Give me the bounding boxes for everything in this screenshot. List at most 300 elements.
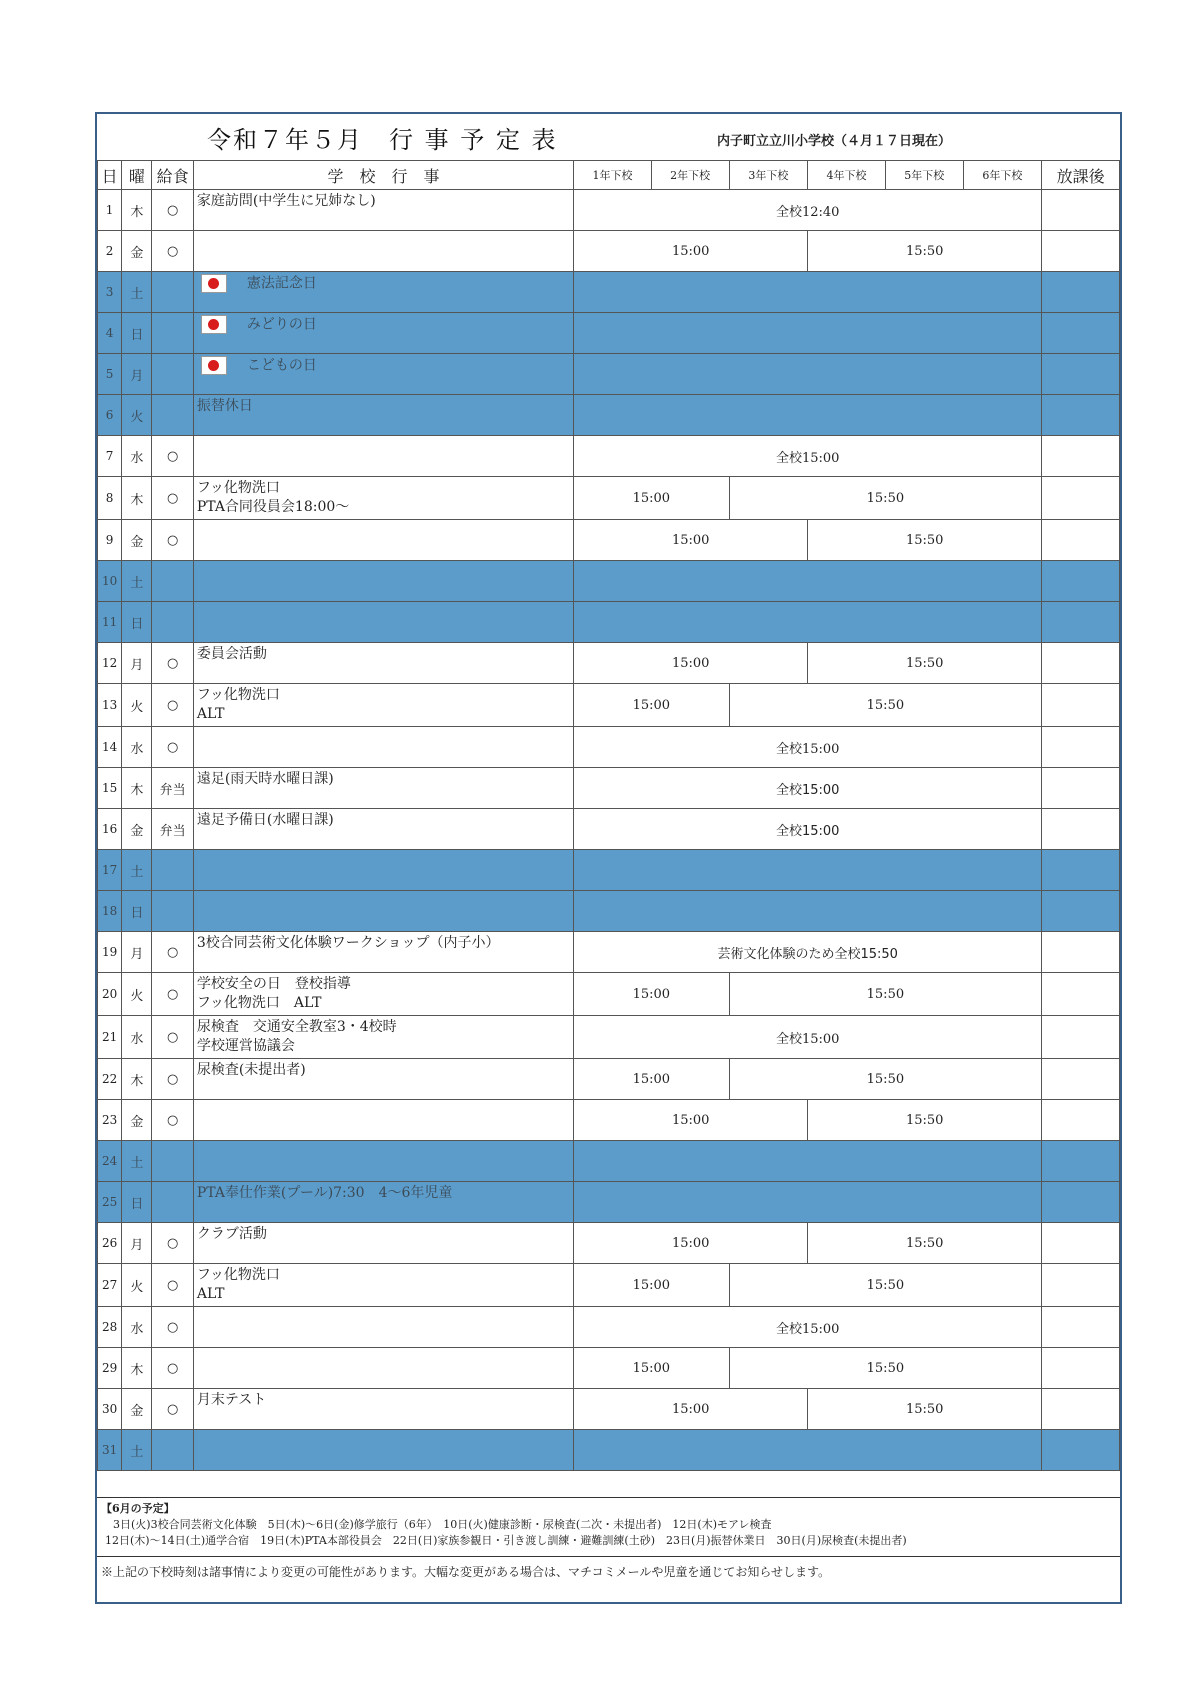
- events-cell: [193, 684, 573, 727]
- day-cell: 18: [98, 891, 122, 932]
- event-text: 委員会活動: [196, 646, 267, 662]
- lunch-cell: ○: [152, 727, 193, 768]
- dismissal-upper-cell: 15:50: [729, 1348, 1042, 1389]
- dismissal-upper-cell: 15:50: [729, 973, 1042, 1016]
- lunch-cell: [152, 313, 193, 354]
- event-text: 家庭訪問(中学生に兄姉なし): [196, 193, 376, 209]
- weekday-cell: 木: [122, 768, 152, 809]
- dismissal-lower-cell: 15:00: [574, 1059, 729, 1100]
- header-lunch: 給食: [152, 161, 193, 190]
- event-line: [197, 994, 570, 1013]
- dismissal-all-cell: 全校15:00: [574, 727, 1042, 768]
- june-plans: [97, 1497, 1120, 1557]
- day-cell: 26: [98, 1223, 122, 1264]
- event-line: [197, 1037, 570, 1056]
- dismissal-lower-cell: 15:00: [574, 1264, 729, 1307]
- event-text: フッ化物洗口: [196, 1267, 280, 1283]
- after-school-cell: [1042, 395, 1120, 436]
- weekday-cell: 日: [122, 1182, 152, 1223]
- event-text: 遠足予備日(水曜日課): [196, 812, 334, 828]
- events-cell: [193, 272, 573, 313]
- grades-cell: [574, 561, 1042, 602]
- weekday-cell: 木: [122, 1059, 152, 1100]
- events-cell: [193, 231, 573, 272]
- day-cell: 30: [98, 1389, 122, 1430]
- event-text: 憲法記念日: [246, 275, 317, 292]
- dismissal-lower-cell: 15:00: [574, 1348, 729, 1389]
- lunch-cell: [152, 891, 193, 932]
- table-row: [98, 602, 1120, 643]
- day-cell: 11: [98, 602, 122, 643]
- weekday-cell: 火: [122, 1264, 152, 1307]
- day-cell: 12: [98, 643, 122, 684]
- events-cell: [193, 768, 573, 809]
- after-school-cell: [1042, 768, 1120, 809]
- events-cell: [193, 850, 573, 891]
- table-row: [98, 272, 1120, 313]
- lunch-cell: ○: [152, 973, 193, 1016]
- events-cell: [193, 727, 573, 768]
- table-row: [98, 395, 1120, 436]
- weekday-cell: 日: [122, 602, 152, 643]
- event-line: [197, 315, 570, 335]
- day-cell: 25: [98, 1182, 122, 1223]
- lunch-cell: ○: [152, 1264, 193, 1307]
- lunch-cell: ○: [152, 684, 193, 727]
- after-school-cell: [1042, 1016, 1120, 1059]
- dismissal-lower-cell: 15:00: [574, 1223, 808, 1264]
- table-row: [98, 1182, 1120, 1223]
- weekday-cell: 水: [122, 1016, 152, 1059]
- dismissal-upper-cell: 15:50: [729, 1264, 1042, 1307]
- table-row: [98, 561, 1120, 602]
- event-line: [197, 686, 570, 705]
- events-cell: [193, 809, 573, 850]
- after-school-cell: [1042, 354, 1120, 395]
- after-school-cell: [1042, 809, 1120, 850]
- events-cell: [193, 1016, 573, 1059]
- grades-cell: [574, 395, 1042, 436]
- events-cell: [193, 313, 573, 354]
- event-text: みどりの日: [246, 316, 317, 333]
- table-row: [98, 768, 1120, 809]
- title-row: [97, 114, 1120, 161]
- after-school-cell: [1042, 1059, 1120, 1100]
- table-row: [98, 727, 1120, 768]
- grades-cell: [574, 354, 1042, 395]
- lunch-cell: [152, 1141, 193, 1182]
- event-text: ALT: [196, 1286, 225, 1302]
- day-cell: 15: [98, 768, 122, 809]
- event-text: フッ化物洗口: [196, 480, 280, 496]
- day-cell: 4: [98, 313, 122, 354]
- grades-cell: [574, 602, 1042, 643]
- table-row: [98, 477, 1120, 520]
- events-cell: [193, 190, 573, 231]
- events-cell: [193, 891, 573, 932]
- day-cell: 1: [98, 190, 122, 231]
- after-school-cell: [1042, 272, 1120, 313]
- grades-cell: [574, 1430, 1042, 1471]
- lunch-cell: 弁当: [152, 768, 193, 809]
- after-school-cell: [1042, 850, 1120, 891]
- day-cell: 5: [98, 354, 122, 395]
- weekday-cell: 金: [122, 231, 152, 272]
- events-cell: [193, 643, 573, 684]
- event-line: [197, 1266, 570, 1285]
- dismissal-lower-cell: 15:00: [574, 973, 729, 1016]
- table-row: [98, 313, 1120, 354]
- dismissal-upper-cell: 15:50: [808, 1389, 1042, 1430]
- events-cell: [193, 1307, 573, 1348]
- grades-cell: [574, 850, 1042, 891]
- event-text: フッ化物洗口 ALT: [196, 995, 322, 1011]
- table-row: [98, 1430, 1120, 1471]
- lunch-cell: ○: [152, 1223, 193, 1264]
- events-cell: [193, 436, 573, 477]
- day-cell: 20: [98, 973, 122, 1016]
- event-line: [197, 705, 570, 724]
- table-row: [98, 850, 1120, 891]
- event-line: [197, 1018, 570, 1037]
- day-cell: 24: [98, 1141, 122, 1182]
- june-plans-line-2: 12日(木)～14日(土)通学合宿 19日(木)PTA本部役員会 22日(日)家族参観日・引き渡し訓練・避難訓練(土砂) 23日(月)振替休業日 30日(月)尿検査(未提出者): [105, 1534, 907, 1547]
- weekday-cell: 火: [122, 395, 152, 436]
- weekday-cell: 土: [122, 850, 152, 891]
- events-cell: [193, 973, 573, 1016]
- table-row: [98, 354, 1120, 395]
- event-line: [197, 645, 570, 664]
- lunch-cell: ○: [152, 1307, 193, 1348]
- table-row: [98, 1348, 1120, 1389]
- weekday-cell: 金: [122, 809, 152, 850]
- dismissal-upper-cell: 15:50: [729, 477, 1042, 520]
- dismissal-upper-cell: 15:50: [808, 1223, 1042, 1264]
- lunch-cell: [152, 561, 193, 602]
- header-grade-4: 4年下校: [808, 161, 886, 190]
- events-cell: [193, 1264, 573, 1307]
- events-cell: [193, 561, 573, 602]
- after-school-cell: [1042, 973, 1120, 1016]
- japan-flag-icon: [201, 356, 227, 375]
- day-cell: 2: [98, 231, 122, 272]
- after-school-cell: [1042, 1264, 1120, 1307]
- weekday-cell: 土: [122, 1430, 152, 1471]
- event-text: 月末テスト: [196, 1392, 267, 1408]
- weekday-cell: 木: [122, 190, 152, 231]
- header-after-school: 放課後: [1042, 161, 1120, 190]
- lunch-cell: [152, 354, 193, 395]
- lunch-cell: ○: [152, 932, 193, 973]
- event-text: こどもの日: [246, 357, 317, 374]
- events-cell: [193, 1223, 573, 1264]
- lunch-cell: [152, 395, 193, 436]
- header-grade-1: 1年下校: [574, 161, 652, 190]
- lunch-cell: ○: [152, 1389, 193, 1430]
- day-cell: 8: [98, 477, 122, 520]
- after-school-cell: [1042, 520, 1120, 561]
- after-school-cell: [1042, 1141, 1120, 1182]
- dismissal-lower-cell: 15:00: [574, 684, 729, 727]
- weekday-cell: 水: [122, 727, 152, 768]
- after-school-cell: [1042, 561, 1120, 602]
- after-school-cell: [1042, 932, 1120, 973]
- event-line: [197, 498, 570, 517]
- weekday-cell: 土: [122, 1141, 152, 1182]
- dismissal-lower-cell: 15:00: [574, 231, 808, 272]
- weekday-cell: 日: [122, 891, 152, 932]
- events-cell: [193, 1430, 573, 1471]
- after-school-cell: [1042, 727, 1120, 768]
- day-cell: 17: [98, 850, 122, 891]
- table-row: [98, 1264, 1120, 1307]
- event-text: 遠足(雨天時水曜日課): [196, 771, 334, 787]
- schedule-table: [97, 160, 1120, 1471]
- day-cell: 22: [98, 1059, 122, 1100]
- lunch-cell: ○: [152, 643, 193, 684]
- footnote: ※上記の下校時刻は諸事情により変更の可能性があります。大幅な変更がある場合は、マチコミメールや児童を通じてお知らせします。: [101, 1565, 831, 1579]
- table-row: [98, 1141, 1120, 1182]
- june-plans-line-1: 3日(火)3校合同芸術文化体験 5日(木)～6日(金)修学旅行（6年） 10日(火)健康診断・尿検査(二次・未提出者) 12日(木)モアレ検査: [113, 1518, 772, 1531]
- lunch-cell: [152, 602, 193, 643]
- japan-flag-icon: [201, 274, 227, 293]
- after-school-cell: [1042, 190, 1120, 231]
- dismissal-all-cell: 全校12:40: [574, 190, 1042, 231]
- weekday-cell: 土: [122, 272, 152, 313]
- events-cell: [193, 1100, 573, 1141]
- table-row: [98, 1307, 1120, 1348]
- after-school-cell: [1042, 1348, 1120, 1389]
- event-line: [197, 274, 570, 294]
- day-cell: 19: [98, 932, 122, 973]
- header-grade-5: 5年下校: [885, 161, 963, 190]
- event-line: [197, 934, 570, 953]
- after-school-cell: [1042, 602, 1120, 643]
- day-cell: 31: [98, 1430, 122, 1471]
- lunch-cell: ○: [152, 1059, 193, 1100]
- header-weekday: 曜: [122, 161, 152, 190]
- event-line: [197, 1391, 570, 1410]
- header-events: 学 校 行 事: [193, 161, 573, 190]
- after-school-cell: [1042, 313, 1120, 354]
- dismissal-upper-cell: 15:50: [808, 520, 1042, 561]
- events-cell: [193, 477, 573, 520]
- weekday-cell: 月: [122, 354, 152, 395]
- events-cell: [193, 602, 573, 643]
- after-school-cell: [1042, 1430, 1120, 1471]
- event-line: [197, 1061, 570, 1080]
- event-line: [197, 479, 570, 498]
- table-row: [98, 932, 1120, 973]
- lunch-cell: ○: [152, 477, 193, 520]
- after-school-cell: [1042, 684, 1120, 727]
- dismissal-lower-cell: 15:00: [574, 477, 729, 520]
- weekday-cell: 水: [122, 436, 152, 477]
- event-text: 学校安全の日 登校指導: [196, 976, 351, 992]
- grades-cell: [574, 1141, 1042, 1182]
- dismissal-lower-cell: 15:00: [574, 520, 808, 561]
- header-grade-2: 2年下校: [651, 161, 729, 190]
- grades-cell: [574, 891, 1042, 932]
- weekday-cell: 土: [122, 561, 152, 602]
- lunch-cell: ○: [152, 436, 193, 477]
- event-line: [197, 770, 570, 789]
- table-row: [98, 1016, 1120, 1059]
- event-text: 3校合同芸術文化体験ワークショップ（内子小）: [196, 935, 500, 951]
- header-grade-3: 3年下校: [729, 161, 808, 190]
- lunch-cell: ○: [152, 231, 193, 272]
- event-line: [197, 397, 570, 416]
- events-cell: [193, 1059, 573, 1100]
- event-text: PTA合同役員会18:00～: [196, 499, 350, 515]
- grades-cell: [574, 1182, 1042, 1223]
- table-row: [98, 520, 1120, 561]
- weekday-cell: 木: [122, 477, 152, 520]
- day-cell: 28: [98, 1307, 122, 1348]
- june-plans-title: 【6月の予定】: [101, 1502, 175, 1515]
- after-school-cell: [1042, 477, 1120, 520]
- weekday-cell: 金: [122, 1389, 152, 1430]
- table-row: [98, 1059, 1120, 1100]
- table-row: [98, 891, 1120, 932]
- events-cell: [193, 354, 573, 395]
- lunch-cell: 弁当: [152, 809, 193, 850]
- table-row: [98, 973, 1120, 1016]
- lunch-cell: [152, 850, 193, 891]
- lunch-cell: ○: [152, 1016, 193, 1059]
- weekday-cell: 月: [122, 932, 152, 973]
- event-text: 振替休日: [196, 398, 253, 414]
- after-school-cell: [1042, 1100, 1120, 1141]
- lunch-cell: [152, 272, 193, 313]
- header-row: [98, 161, 1120, 190]
- dismissal-all-cell: 全校15:00: [574, 1307, 1042, 1348]
- event-line: [197, 356, 570, 376]
- event-text: 尿検査 交通安全教室3・4校時: [196, 1019, 397, 1035]
- events-cell: [193, 395, 573, 436]
- weekday-cell: 水: [122, 1307, 152, 1348]
- dismissal-lower-cell: 15:00: [574, 643, 808, 684]
- table-row: [98, 436, 1120, 477]
- lunch-cell: ○: [152, 520, 193, 561]
- weekday-cell: 月: [122, 1223, 152, 1264]
- table-row: [98, 1100, 1120, 1141]
- event-line: [197, 1285, 570, 1304]
- event-text: 学校運営協議会: [196, 1038, 295, 1054]
- dismissal-upper-cell: 15:50: [808, 643, 1042, 684]
- event-text: PTA奉仕作業(プール)7:30 4～6年児童: [196, 1185, 453, 1201]
- weekday-cell: 金: [122, 520, 152, 561]
- dismissal-lower-cell: 15:00: [574, 1389, 808, 1430]
- table-row: [98, 684, 1120, 727]
- table-row: [98, 1223, 1120, 1264]
- lunch-cell: ○: [152, 1100, 193, 1141]
- table-row: [98, 1389, 1120, 1430]
- day-cell: 10: [98, 561, 122, 602]
- school-name: 内子町立立川小学校（４月１７日現在）: [717, 134, 952, 149]
- japan-flag-icon: [201, 315, 227, 334]
- day-cell: 29: [98, 1348, 122, 1389]
- dismissal-upper-cell: 15:50: [808, 231, 1042, 272]
- grades-cell: [574, 313, 1042, 354]
- dismissal-all-cell: 全校15:00: [574, 436, 1042, 477]
- day-cell: 21: [98, 1016, 122, 1059]
- event-text: 尿検査(未提出者): [196, 1062, 306, 1078]
- event-line: [197, 1225, 570, 1244]
- day-cell: 6: [98, 395, 122, 436]
- events-cell: [193, 520, 573, 561]
- weekday-cell: 火: [122, 684, 152, 727]
- header-day: 日: [98, 161, 122, 190]
- header-grade-6: 6年下校: [963, 161, 1042, 190]
- weekday-cell: 月: [122, 643, 152, 684]
- after-school-cell: [1042, 436, 1120, 477]
- events-cell: [193, 1141, 573, 1182]
- dismissal-all-cell: 芸術文化体験のため全校15:50: [574, 932, 1042, 973]
- day-cell: 7: [98, 436, 122, 477]
- dismissal-upper-cell: 15:50: [729, 1059, 1042, 1100]
- after-school-cell: [1042, 1307, 1120, 1348]
- after-school-cell: [1042, 1223, 1120, 1264]
- event-line: [197, 192, 570, 211]
- schedule-sheet: [95, 112, 1122, 1604]
- weekday-cell: 火: [122, 973, 152, 1016]
- event-line: [197, 975, 570, 994]
- table-row: [98, 809, 1120, 850]
- day-cell: 16: [98, 809, 122, 850]
- weekday-cell: 日: [122, 313, 152, 354]
- day-cell: 14: [98, 727, 122, 768]
- event-line: [197, 811, 570, 830]
- events-cell: [193, 1389, 573, 1430]
- events-cell: [193, 1182, 573, 1223]
- dismissal-all-cell: 全校15:00: [574, 1016, 1042, 1059]
- table-row: [98, 231, 1120, 272]
- lunch-cell: ○: [152, 190, 193, 231]
- event-text: クラブ活動: [196, 1226, 267, 1242]
- after-school-cell: [1042, 1182, 1120, 1223]
- lunch-cell: [152, 1430, 193, 1471]
- page-title: 令和７年５月 行 事 予 定 表: [207, 126, 558, 154]
- after-school-cell: [1042, 231, 1120, 272]
- event-text: ALT: [196, 706, 225, 722]
- lunch-cell: [152, 1182, 193, 1223]
- dismissal-upper-cell: 15:50: [729, 684, 1042, 727]
- schedule-body: [98, 190, 1120, 1471]
- table-row: [98, 643, 1120, 684]
- events-cell: [193, 932, 573, 973]
- day-cell: 9: [98, 520, 122, 561]
- day-cell: 27: [98, 1264, 122, 1307]
- dismissal-lower-cell: 15:00: [574, 1100, 808, 1141]
- dismissal-all-cell: 全校15:00: [574, 768, 1042, 809]
- event-line: [197, 1184, 570, 1203]
- after-school-cell: [1042, 891, 1120, 932]
- events-cell: [193, 1348, 573, 1389]
- weekday-cell: 木: [122, 1348, 152, 1389]
- day-cell: 23: [98, 1100, 122, 1141]
- day-cell: 13: [98, 684, 122, 727]
- lunch-cell: ○: [152, 1348, 193, 1389]
- dismissal-upper-cell: 15:50: [808, 1100, 1042, 1141]
- weekday-cell: 金: [122, 1100, 152, 1141]
- day-cell: 3: [98, 272, 122, 313]
- table-row: [98, 190, 1120, 231]
- dismissal-all-cell: 全校15:00: [574, 809, 1042, 850]
- after-school-cell: [1042, 1389, 1120, 1430]
- grades-cell: [574, 272, 1042, 313]
- event-text: フッ化物洗口: [196, 687, 280, 703]
